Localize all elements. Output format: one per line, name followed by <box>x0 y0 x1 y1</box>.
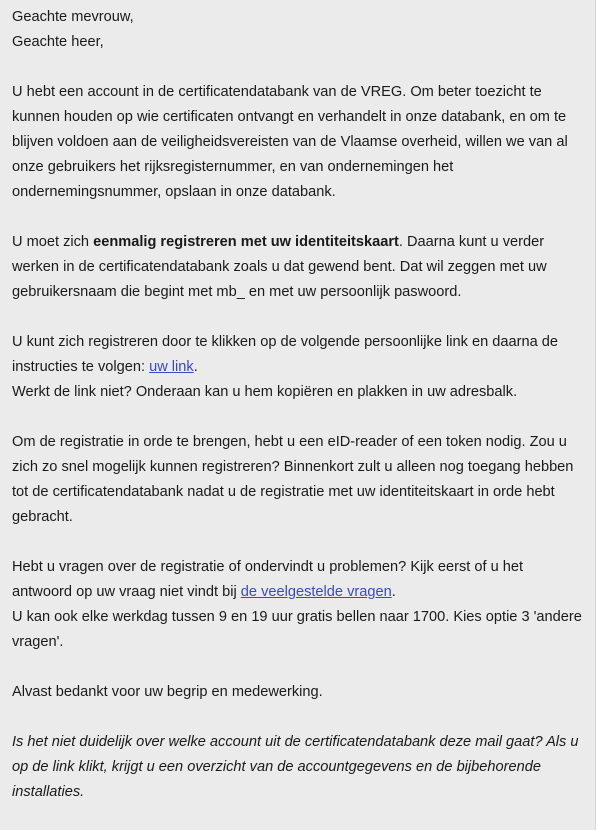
faq-link[interactable]: de veelgestelde vragen <box>240 584 392 600</box>
eid-paragraph: Om de registratie in orde te brengen, hebt u een eID-reader of een token nodig. Zou u zich zo snel mogelijk kunnen registreren? Binnenkort zult u alleen nog toegang hebben tot de certificatendatabank nadat u de registratie met uw identiteitskaart in orde hebt gebracht. <box>12 434 574 525</box>
greeting-line-2: Geachte heer, <box>12 34 104 50</box>
registration-text-before: U moet zich <box>12 234 94 250</box>
registration-text-after: . Daarna kunt u verder werken in de certificatendatabank zoals u dat gewend bent. Dat wil zeggen met uw gebruikersnaam die begint met mb_ en met uw persoonlijk paswoord. <box>12 234 547 300</box>
link-fallback-text: Werkt de link niet? Onderaan kan u hem kopiëren en plakken in uw adresbalk. <box>12 384 518 400</box>
registration-emphasis: eenmalig registreren met uw identiteitskaart <box>93 234 399 250</box>
greeting <box>12 5 585 55</box>
greeting-line-1: Geachte mevrouw, <box>12 9 134 25</box>
link-text-after: . <box>193 359 198 375</box>
phone-support-text: U kan ook elke werkdag tussen 9 en 19 uur gratis bellen naar 1700. Kies optie 3 'andere vragen'. <box>12 609 582 650</box>
thanks-paragraph: Alvast bedankt voor uw begrip en medewerking. <box>12 684 323 700</box>
registration-paragraph <box>12 230 585 305</box>
questions-text-before: Hebt u vragen over de registratie of ondervindt u problemen? Kijk eerst of u het antwoord op uw vraag niet vindt bij <box>12 559 524 600</box>
link-text-before: U kunt zich registreren door te klikken op de volgende persoonlijke link en daarna de instructies te volgen: <box>12 334 558 375</box>
questions-paragraph <box>12 555 585 655</box>
account-note <box>12 730 585 805</box>
questions-text-after: . <box>391 584 396 600</box>
account-note-text: Is het niet duidelijk over welke account uit de certificatendatabank deze mail gaat? Als u op de link klikt, krijgt u een overzicht van de accountgegevens en de bijbehorende installaties. <box>12 734 579 800</box>
link-paragraph <box>12 330 585 405</box>
personal-link[interactable]: uw link <box>149 359 194 375</box>
intro-paragraph: U hebt een account in de certificatendatabank van de VREG. Om beter toezicht te kunnen houden op wie certificaten ontvangt en verhandelt in onze databank, en om te blijven voldoen aan de veiligheidsvereisten van de Vlaamse overheid, willen we van al onze gebruikers het rijksregisternummer, en van ondernemingen het ondernemingsnummer, opslaan in onze databank. <box>12 84 568 200</box>
